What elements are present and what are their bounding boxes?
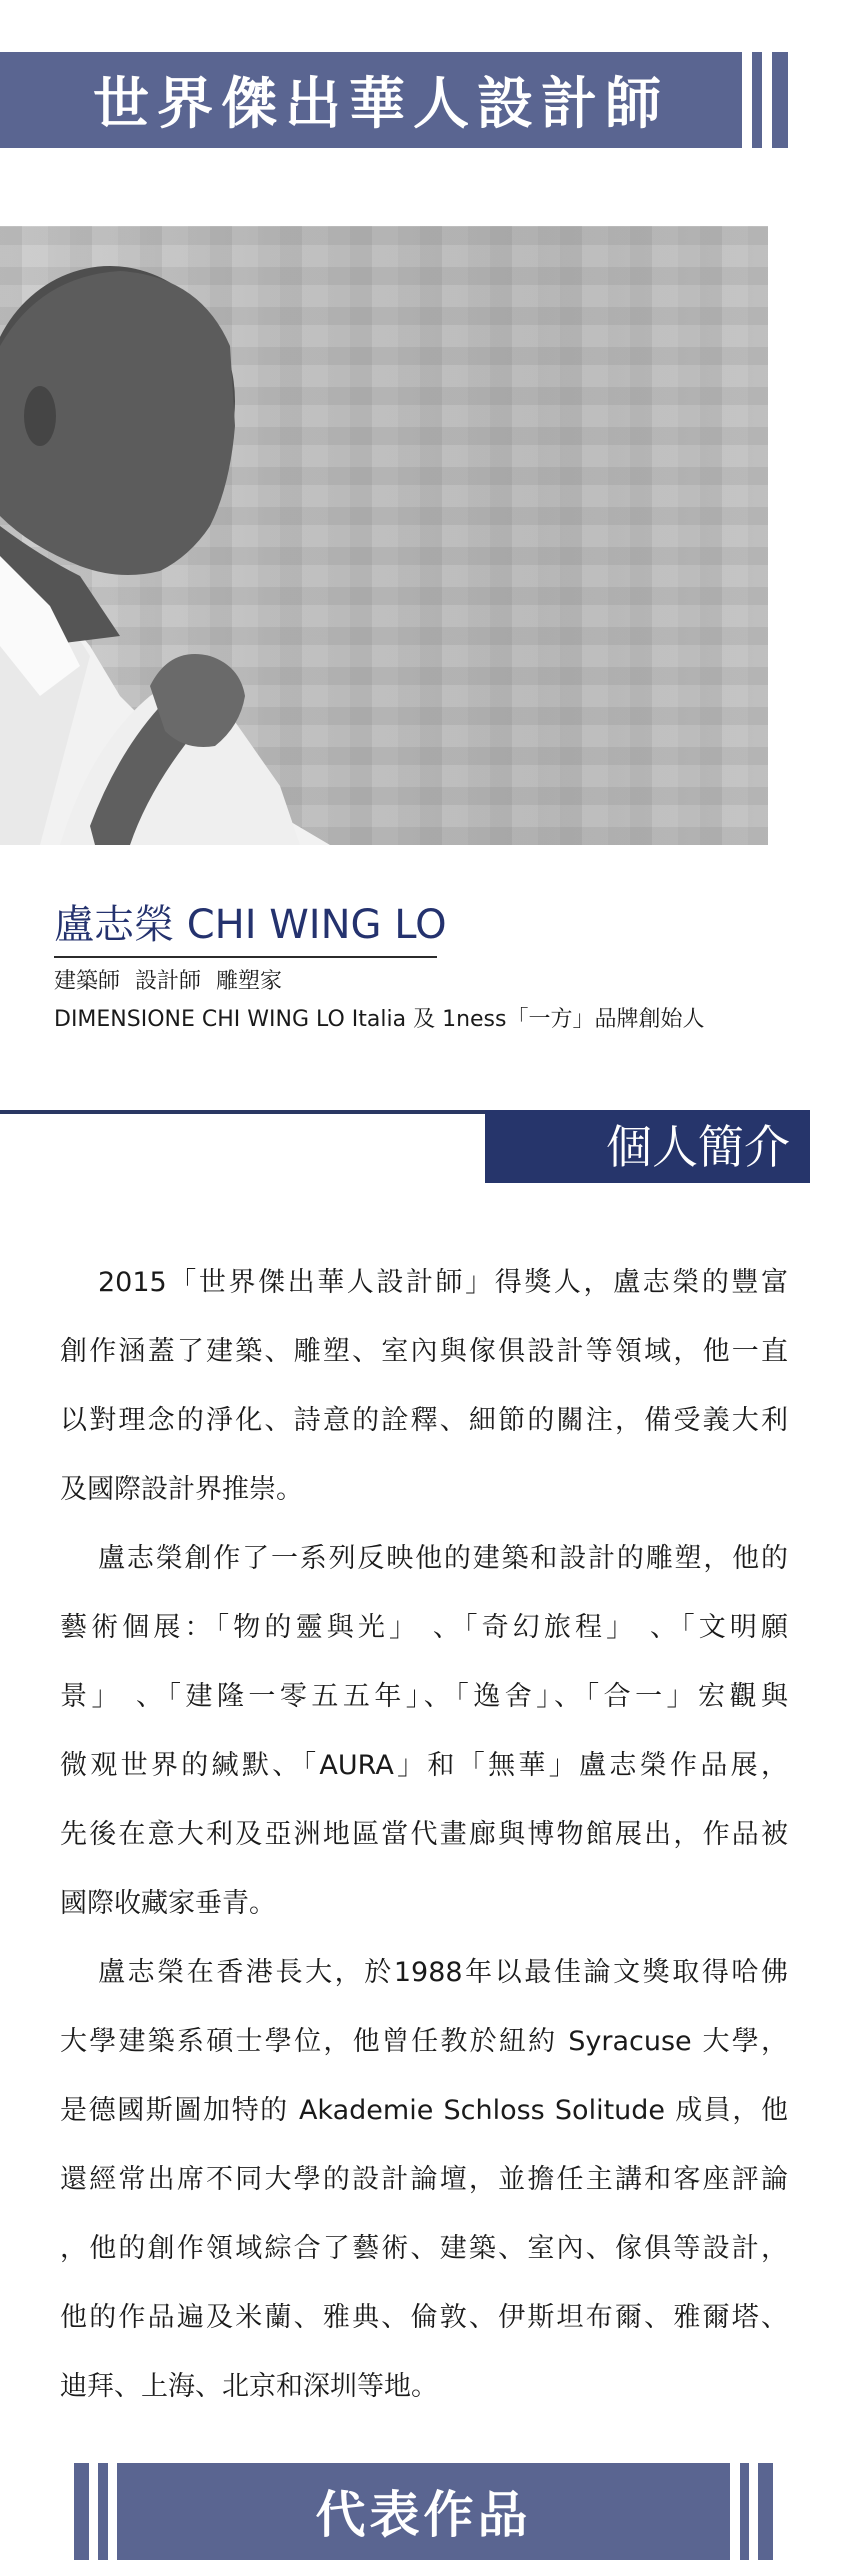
bio-line: 先後在意大利及亞洲地區當代畫廊與博物館展出，作品被 xyxy=(60,1819,788,1850)
header-banner xyxy=(0,52,742,148)
designer-name: 盧志榮 CHI WING LO xyxy=(54,902,447,948)
section-header-intro xyxy=(485,1110,810,1183)
section-header-works xyxy=(117,2463,730,2560)
bio-line: 大學建築系碩士學位，他曾任教於紐約 Syracuse 大學， xyxy=(60,2026,788,2057)
bio-line: 微观世界的緘默、「AURA」和「無華」盧志榮作品展， xyxy=(60,1750,788,1781)
bio-line: 藝術個展：「物的靈與光」 、「奇幻旅程」 、「文明願 xyxy=(60,1612,788,1643)
section-title-works: 代表作品 xyxy=(315,2486,532,2544)
name-underline xyxy=(54,956,437,958)
bio-line: 國際收藏家垂青。 xyxy=(60,1888,276,1919)
bio-line: 盧志榮創作了一系列反映他的建築和設計的雕塑，他的 xyxy=(98,1543,788,1574)
banner-stripe xyxy=(740,2463,749,2560)
designer-roles: 建築師 設計師 雕塑家 xyxy=(54,969,282,994)
section-title-intro: 個人簡介 xyxy=(606,1119,790,1174)
banner-stripe xyxy=(752,52,762,148)
bio-line: ，他的創作領域綜合了藝術、建築、室內、傢俱等設計， xyxy=(60,2233,788,2264)
banner-stripe xyxy=(98,2463,108,2560)
portrait-illustration xyxy=(0,226,768,845)
bio-line: 景」 、「建隆一零五五年」、「逸舍」、「合一」宏觀與 xyxy=(60,1681,788,1712)
header-title: 世界傑出華人設計師 xyxy=(93,72,669,137)
bio-text xyxy=(60,1248,788,2421)
bio-line: 盧志榮在香港長大，於1988年以最佳論文獎取得哈佛 xyxy=(98,1957,788,1988)
bio-line: 及國際設計界推崇。 xyxy=(60,1474,303,1505)
designer-founder-line: DIMENSIONE CHI WING LO Italia 及 1ness「一方」品牌創始人 xyxy=(54,1007,705,1032)
bio-line: 2015「世界傑出華人設計師」得獎人，盧志榮的豐富 xyxy=(98,1267,788,1298)
bio-line: 他的作品遍及米蘭、雅典、倫敦、伊斯坦布爾、雅爾塔、 xyxy=(60,2302,788,2333)
bio-line: 還經常出席不同大學的設計論壇，並擔任主講和客座評論 xyxy=(60,2164,788,2195)
section-divider-line xyxy=(0,1110,490,1114)
bio-line: 迪拜、上海、北京和深圳等地。 xyxy=(60,2371,438,2402)
bio-line: 以對理念的淨化、詩意的詮釋、細節的關注，備受義大利 xyxy=(60,1405,788,1436)
portrait-photo xyxy=(0,226,768,845)
banner-stripe xyxy=(758,2463,773,2560)
bio-line: 是德國斯圖加特的 Akademie Schloss Solitude 成員，他 xyxy=(60,2095,788,2126)
banner-stripe xyxy=(74,2463,89,2560)
banner-stripe xyxy=(772,52,788,148)
bio-line: 創作涵蓋了建築、雕塑、室內與傢俱設計等領域，他一直 xyxy=(60,1336,788,1367)
